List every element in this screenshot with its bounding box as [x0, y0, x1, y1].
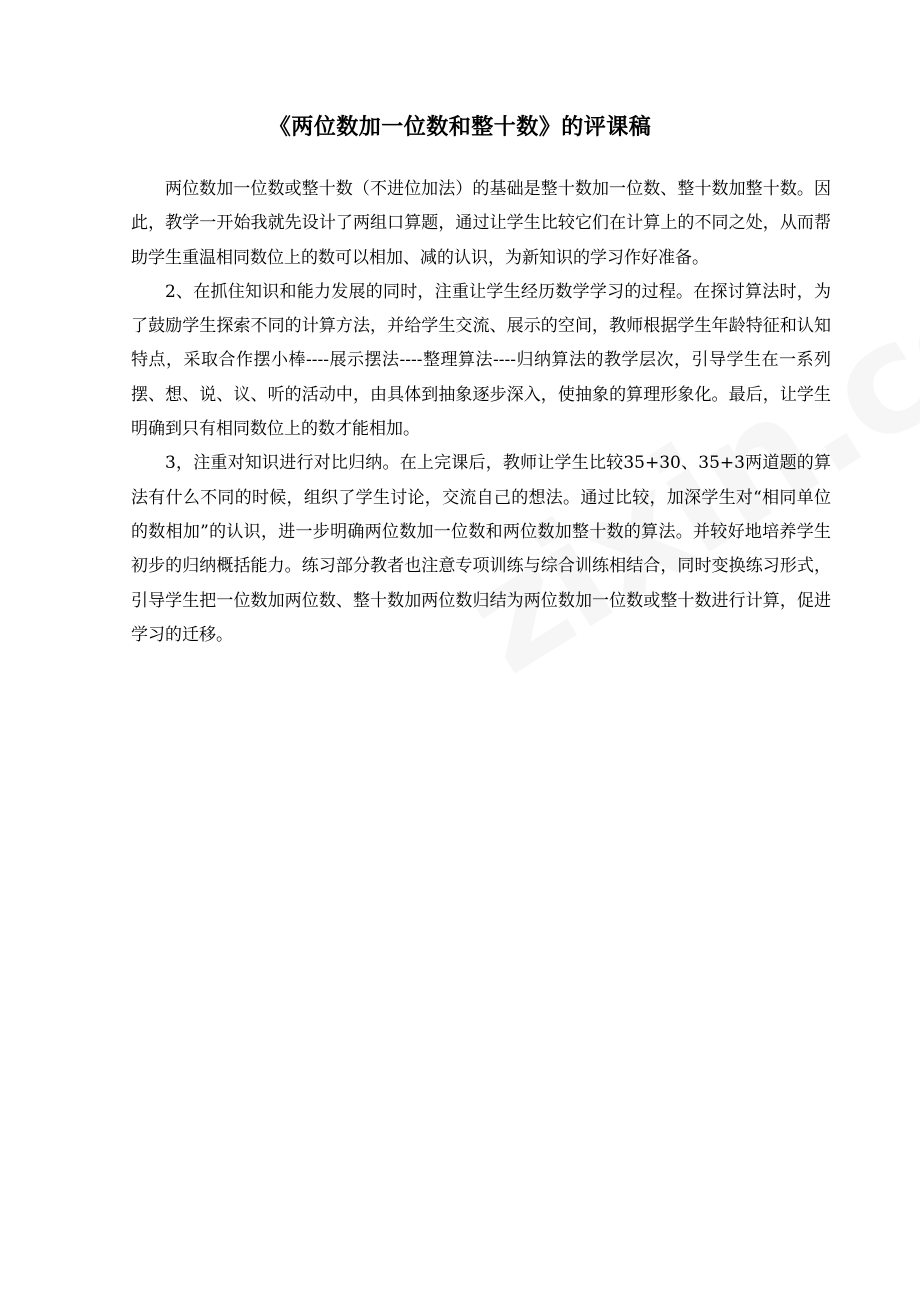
paragraph-point-2: 2、在抓住知识和能力发展的同时，注重让学生经历数学学习的过程。在探讨算法时，为了鼓励学生探索不同的计算方法，并给学生交流、展示的空间，教师根据学生年龄特征和认知特点，采取合作摆小棒----展示摆法----整理算法----归纳算法的教学层次，引导学生在一系列摆、想、说、议、听的活动中，由具体到抽象逐步深入，使抽象的算理形象化。最后，让学生明确到只有相同数位上的数才能相加。	[131, 281, 831, 440]
paragraph-point-3: 3，注重对知识进行对比归纳。在上完课后，教师让学生比较35+30、35+3两道题的算法有什么不同的时候，组织了学生讨论，交流自己的想法。通过比较，加深学生对“相同单位的数相加”的认识，进一步明确两位数加一位数和两位数加整十数的算法。并较好地培养学生初步的归纳概括能力。练习部分教者也注意专项训练与综合训练相结合，同时变换练习形式，引导学生把一位数加两位数、整十数加两位数归结为两位数加一位数或整十数进行计算，促进学习的迁移。	[131, 453, 831, 645]
document-title: 《两位数加一位数和整十数》的评课稿	[268, 114, 652, 140]
document-body	[131, 172, 831, 652]
paragraph-intro: 两位数加一位数或整十数（不进位加法）的基础是整十数加一位数、整十数加整十数。因此，教学一开始我就先设计了两组口算题，通过让学生比较它们在计算上的不同之处，从而帮助学生重温相同数位上的数可以相加、减的认识，为新知识的学习作好准备。	[131, 179, 831, 268]
